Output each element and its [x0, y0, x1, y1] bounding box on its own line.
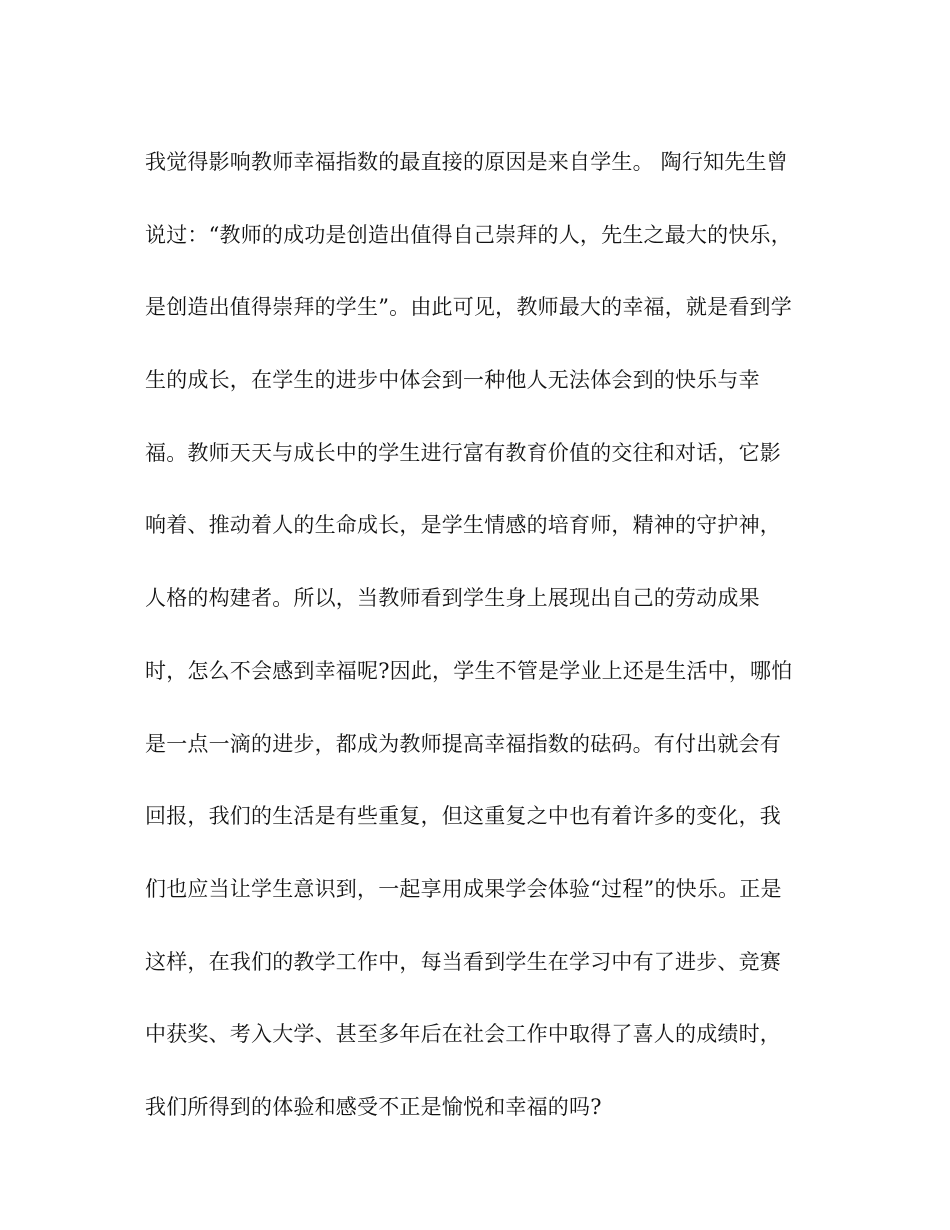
text-line-9: 是一点一滴的进步，都成为教师提高幸福指数的砝码。有付出就会有	[145, 731, 781, 756]
text-line-13: 中获奖、考入大学、甚至多年后在社会工作中取得了喜人的成绩时，	[145, 1022, 781, 1047]
text-line-11: 们也应当让学生意识到，一起享用成果学会体验“过程”的快乐。正是	[145, 876, 782, 901]
text-line-10: 回报，我们的生活是有些重复，但这重复之中也有着许多的变化，我	[145, 804, 781, 829]
body-paragraph	[145, 126, 825, 1144]
text-line-12: 这样，在我们的教学工作中，每当看到学生在学习中有了进步、竞赛	[145, 949, 781, 974]
text-line-6: 响着、推动着人的生命成长，是学生情感的培育师，精神的守护神，	[145, 513, 781, 538]
text-line-14: 我们所得到的体验和感受不正是愉悦和幸福的吗?	[145, 1094, 602, 1119]
text-line-8: 时，怎么不会感到幸福呢?因此，学生不管是学业上还是生活中，哪怕	[145, 658, 793, 683]
text-line-1: 我觉得影响教师幸福指数的最直接的原因是来自学生。 陶行知先生曾	[145, 150, 788, 174]
text-line-5: 福。教师天天与成长中的学生进行富有教育价值的交往和对话，它影	[145, 440, 781, 465]
text-line-4: 生的成长，在学生的进步中体会到一种他人无法体会到的快乐与幸	[145, 368, 760, 393]
text-line-2: 说过：“教师的成功是创造出值得自己崇拜的人，先生之最大的快乐，	[145, 222, 792, 247]
text-line-3: 是创造出值得崇拜的学生”。由此可见，教师最大的幸福，就是看到学	[145, 295, 792, 320]
text-line-7: 人格的构建者。所以，当教师看到学生身上展现出自己的劳动成果	[145, 586, 760, 611]
